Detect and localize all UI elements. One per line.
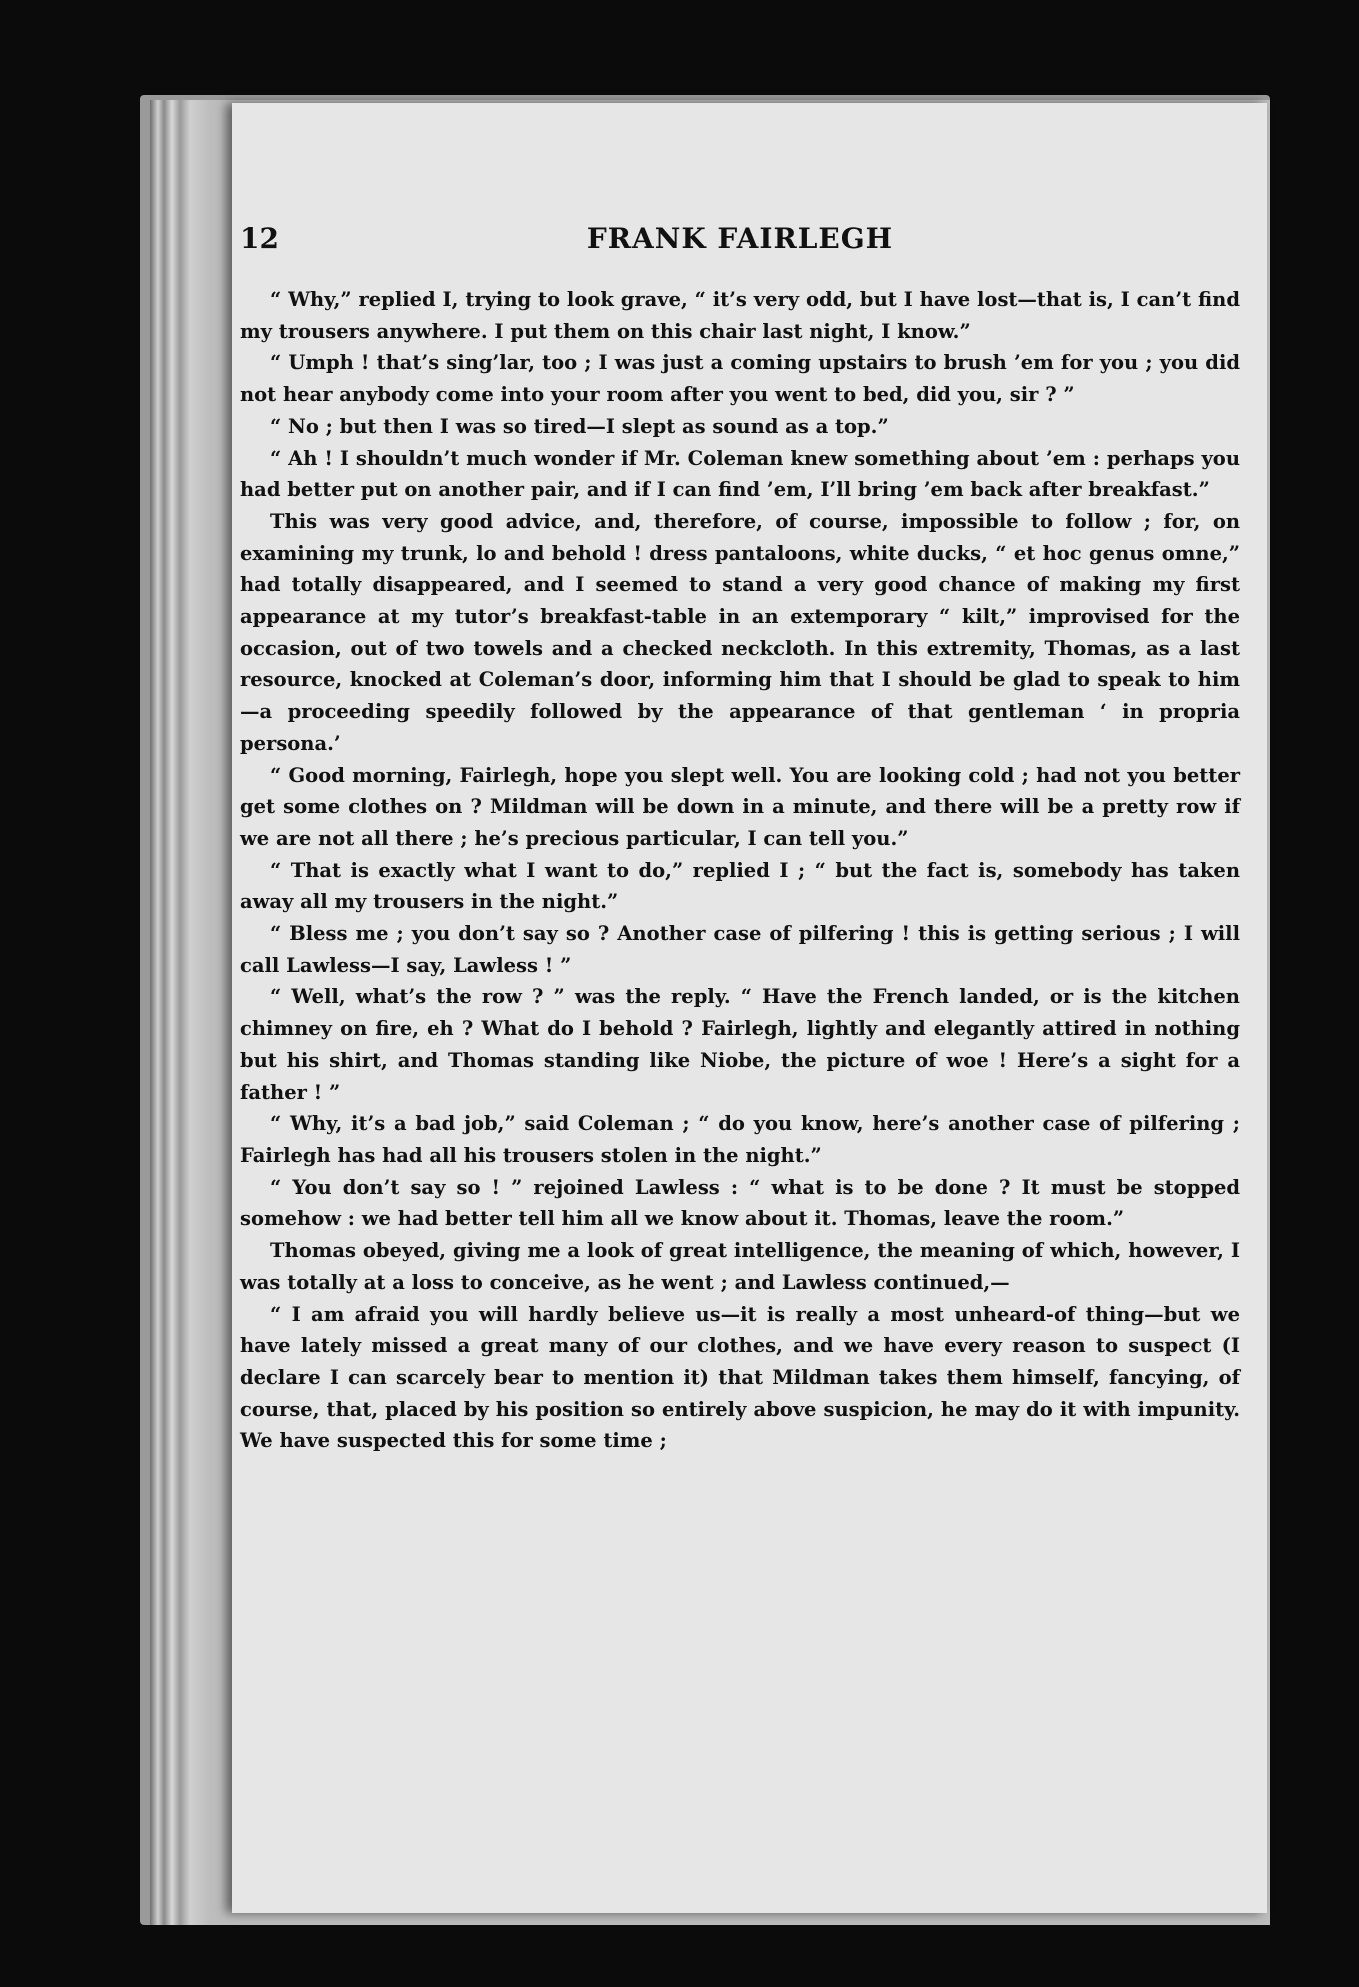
paragraph: “ Ah ! I shouldn’t much wonder if Mr. Coleman knew something about ’em : perhaps you had better put on another pair, and if I can find ’em, I’ll bring ’em back after breakfast.” <box>240 446 1240 502</box>
paragraph: “ You don’t say so ! ” rejoined Lawless : “ what is to be done ? It must be stopped somehow : we had better tell him all we know about it. Thomas, leave the room.” <box>240 1175 1240 1231</box>
paragraph: Thomas obeyed, giving me a look of great intelligence, the meaning of which, however, I was totally at a loss to conceive, as he went ; and Lawless continued,— <box>240 1239 1240 1294</box>
paragraph: “ Bless me ; you don’t say so ? Another case of pilfering ! this is getting serious ; I will call Lawless—I say, Lawless ! ” <box>240 922 1240 977</box>
paragraph: “ Why,” replied I, trying to look grave, “ it’s very odd, but I have lost—that is, I can’t find my trousers anywhere. I put them on this chair last night, I know.” <box>240 288 1240 343</box>
running-title: FRANK FAIRLEGH <box>586 222 894 255</box>
paragraph: “ No ; but then I was so tired—I slept as sound as a top.” <box>270 414 889 438</box>
page-number: 12 <box>240 222 279 255</box>
paragraph: “ Umph ! that’s sing’lar, too ; I was just a coming upstairs to brush ’em for you ; you did not hear anybody come into your room after you went to bed, did you, sir ? ” <box>240 351 1240 407</box>
body-text <box>240 284 1240 1457</box>
paragraph: “ Well, what’s the row ? ” was the reply. “ Have the French landed, or is the kitchen chimney on fire, eh ? What do I behold ? Fairlegh, lightly and elegantly attired in nothing but his shirt, and Thomas standing like Niobe, the picture of woe ! Here’s a sight for a father ! ” <box>240 985 1240 1104</box>
page-header <box>240 222 1240 262</box>
paragraph: “ That is exactly what I want to do,” replied I ; “ but the fact is, somebody has taken away all my trousers in the night.” <box>240 858 1240 914</box>
paragraph: This was very good advice, and, therefore, of course, impossible to follow ; for, on examining my trunk, lo and behold ! dress pantaloons, white ducks, “ et hoc genus omne,” had totally disappeared, and I seemed to stand a very good chance of making my first appearance at my tutor’s breakfast-table in an extemporary “ kilt,” improvised for the occasion, out of two towels and a checked neckcloth. In this extremity, Thomas, as a last resource, knocked at Coleman’s door, informing him that I should be glad to speak to him—a proceeding speedily followed by the appearance of that gentleman ‘ in propria persona.’ <box>240 509 1240 755</box>
paragraph: “ I am afraid you will hardly believe us—it is really a most unheard-of thing—but we have lately missed a great many of our clothes, and we have every reason to suspect (I declare I can scarcely bear to mention it) that Mildman takes them himself, fancying, of course, that, placed by his position so entirely above suspicion, he may do it with impunity. We have suspected this for some time ; <box>240 1302 1240 1453</box>
paragraph: “ Good morning, Fairlegh, hope you slept well. You are looking cold ; had not you better get some clothes on ? Mildman will be down in a minute, and there will be a pretty row if we are not all there ; he’s precious particular, I can tell you.” <box>240 763 1240 850</box>
paragraph: “ Why, it’s a bad job,” said Coleman ; “ do you know, here’s another case of pilfering ; Fairlegh has had all his trousers stolen in the night.” <box>240 1112 1240 1167</box>
